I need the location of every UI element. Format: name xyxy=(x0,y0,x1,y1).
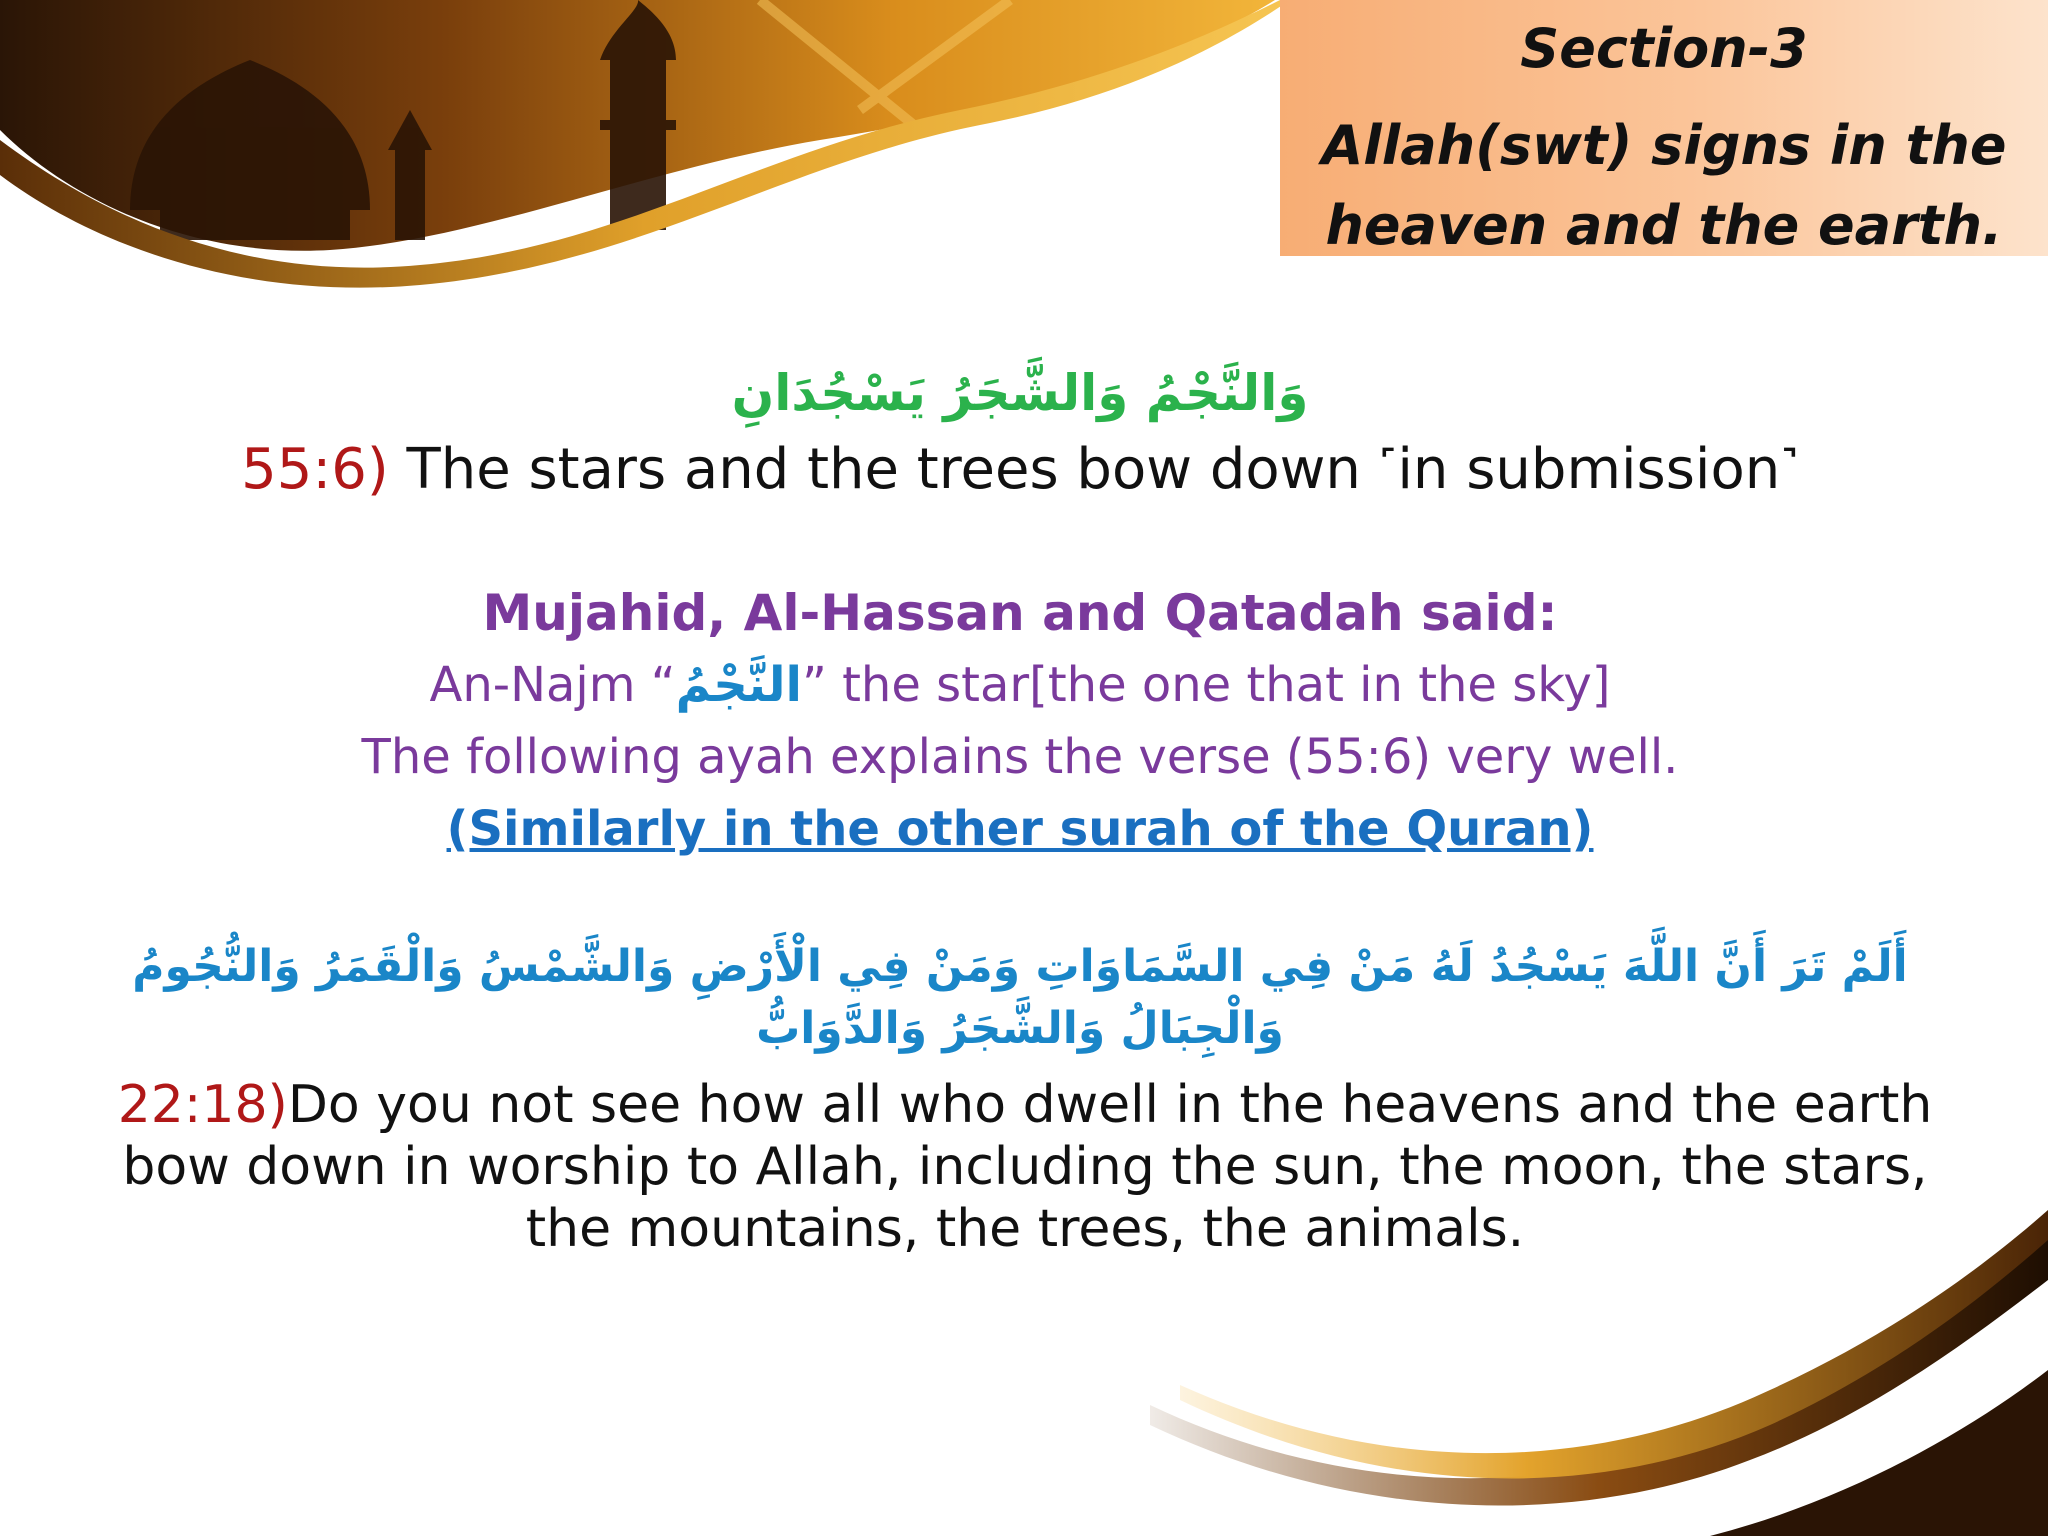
verse-reference: 22:18) xyxy=(117,1075,288,1135)
section-number: Section-3 xyxy=(1520,17,1808,80)
commentary-explanation: The following ayah explains the verse (55:6) very well. xyxy=(361,729,1679,785)
arabic-verse-22-18: أَلَمْ تَرَ أَنَّ اللَّهَ يَسْجُدُ لَهُ مَنْ فِي السَّمَاوَاتِ وَمَنْ فِي الْأَرْضِ وَالشَّمْسُ وَالْقَمَرُ وَالنُّجُومُ وَالْجِبَالُ وَالشَّجَرُ وَالدَّوَابُّ xyxy=(132,941,1908,1054)
najm-prefix: An-Najm “ xyxy=(429,657,676,713)
commentary-heading: Mujahid, Al-Hassan and Qatadah said: xyxy=(482,584,1558,642)
verse-text: The stars and the trees bow down ˹in submission˺ xyxy=(388,437,1799,502)
mosque-banner-decoration xyxy=(0,0,1290,320)
arabic-verse-55-6: وَالنَّجْمُ وَالشَّجَرُ يَسْجُدَانِ xyxy=(731,364,1309,422)
similarly-link[interactable]: (Similarly in the other surah of the Quran) xyxy=(446,801,1594,857)
najm-suffix: ” the star[the one that in the sky] xyxy=(801,657,1611,713)
commentary-line-najm xyxy=(120,650,1920,720)
section-title: Allah(swt) signs in the heaven and the earth. xyxy=(1321,114,2007,257)
verse-text: Do you not see how all who dwell in the heavens and the earth bow down in worship to Allah, including the sun, the moon, the stars, the mountains, the trees, the animals. xyxy=(122,1075,1933,1259)
verse-22-18-translation xyxy=(110,1074,1940,1260)
section-title-box xyxy=(1280,0,2048,256)
verse-reference: 55:6) xyxy=(241,437,389,502)
najm-arabic-word: النَّجْمُ xyxy=(675,657,802,713)
verse-55-6-translation xyxy=(120,430,1920,510)
